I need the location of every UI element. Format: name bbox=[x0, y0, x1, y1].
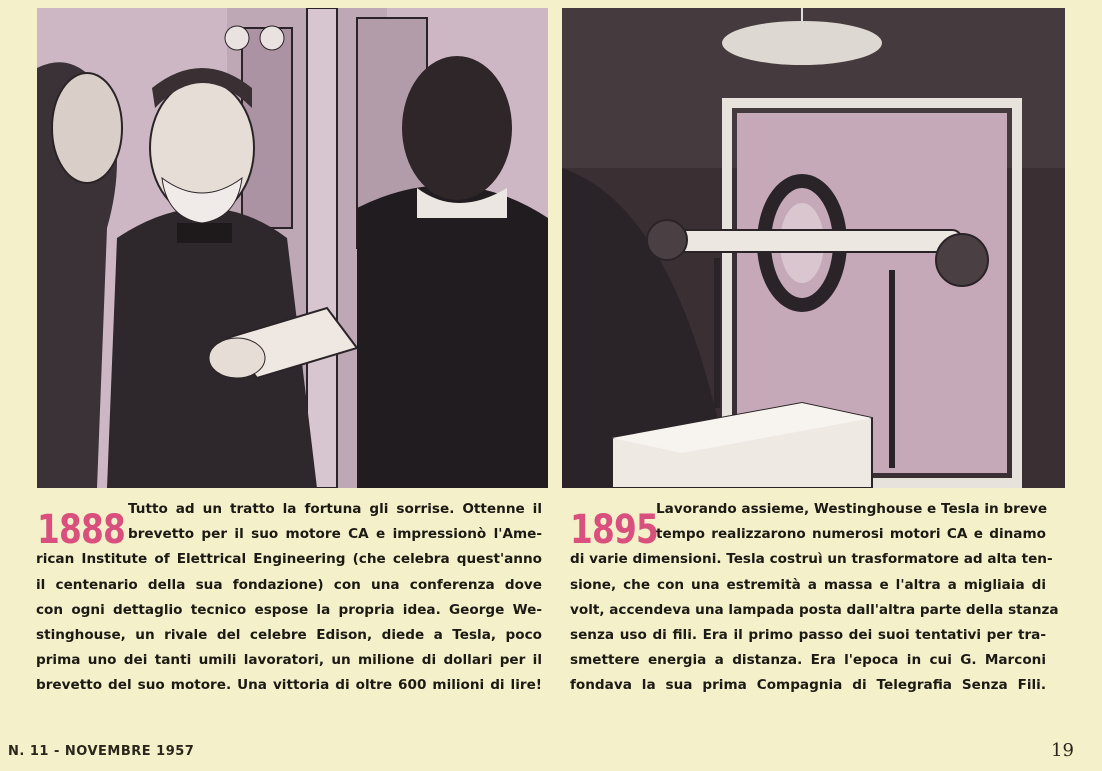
caption-line: smettere energia a distanza. Era l'epoca in cui G. Marconi bbox=[570, 652, 1046, 669]
caption-line: senza uso di fili. Era il primo passo dei suoi tentativi per tra- bbox=[570, 627, 1046, 644]
caption-line: di varie dimensioni. Tesla costruì un trasformatore ad alta ten- bbox=[570, 551, 1053, 568]
caption-left bbox=[36, 497, 542, 699]
caption-line: stinghouse, un rivale del celebre Edison, diede a Tesla, poco bbox=[36, 627, 542, 644]
caption-line: rican Institute of Elettrical Engineering (che celebra quest'anno bbox=[36, 551, 542, 568]
caption-line: brevetto del suo motore. Una vittoria di oltre 600 milioni di lire! bbox=[36, 677, 542, 694]
caption-line: brevetto per il suo motore CA e impressionò l'Ame- bbox=[128, 526, 542, 543]
illustration-tesla-transformer bbox=[562, 8, 1065, 488]
issue-footer: N. 11 - NOVEMBRE 1957 bbox=[8, 744, 195, 759]
caption-line: con ogni dettaglio tecnico espose la propria idea. George We- bbox=[36, 601, 542, 618]
caption-line: fondava la sua prima Compagnia di Telegrafia Senza Fili. bbox=[570, 677, 1046, 694]
caption-line: sione, che con una estremità a massa e l'altra a migliaia di bbox=[570, 576, 1046, 593]
year-label-1888: 1888 bbox=[37, 507, 126, 553]
caption-right bbox=[570, 497, 1059, 699]
caption-line: volt, accendeva una lampada posta dall'altra parte della stanza bbox=[570, 601, 1059, 618]
illustration-westinghouse-tesla bbox=[37, 8, 548, 488]
caption-line: Tutto ad un tratto la fortuna gli sorrise. Ottenne il bbox=[128, 501, 542, 517]
caption-line: il centenario della sua fondazione) con una conferenza dove bbox=[36, 576, 542, 593]
year-label-1895: 1895 bbox=[570, 507, 659, 553]
caption-line: tempo realizzarono numerosi motori CA e dinamo bbox=[656, 526, 1046, 543]
caption-line: Lavorando assieme, Westinghouse e Tesla in breve bbox=[656, 501, 1048, 517]
caption-line: prima uno dei tanti umili lavoratori, un milione di dollari per il bbox=[36, 652, 542, 669]
page-number: 19 bbox=[1051, 740, 1074, 761]
